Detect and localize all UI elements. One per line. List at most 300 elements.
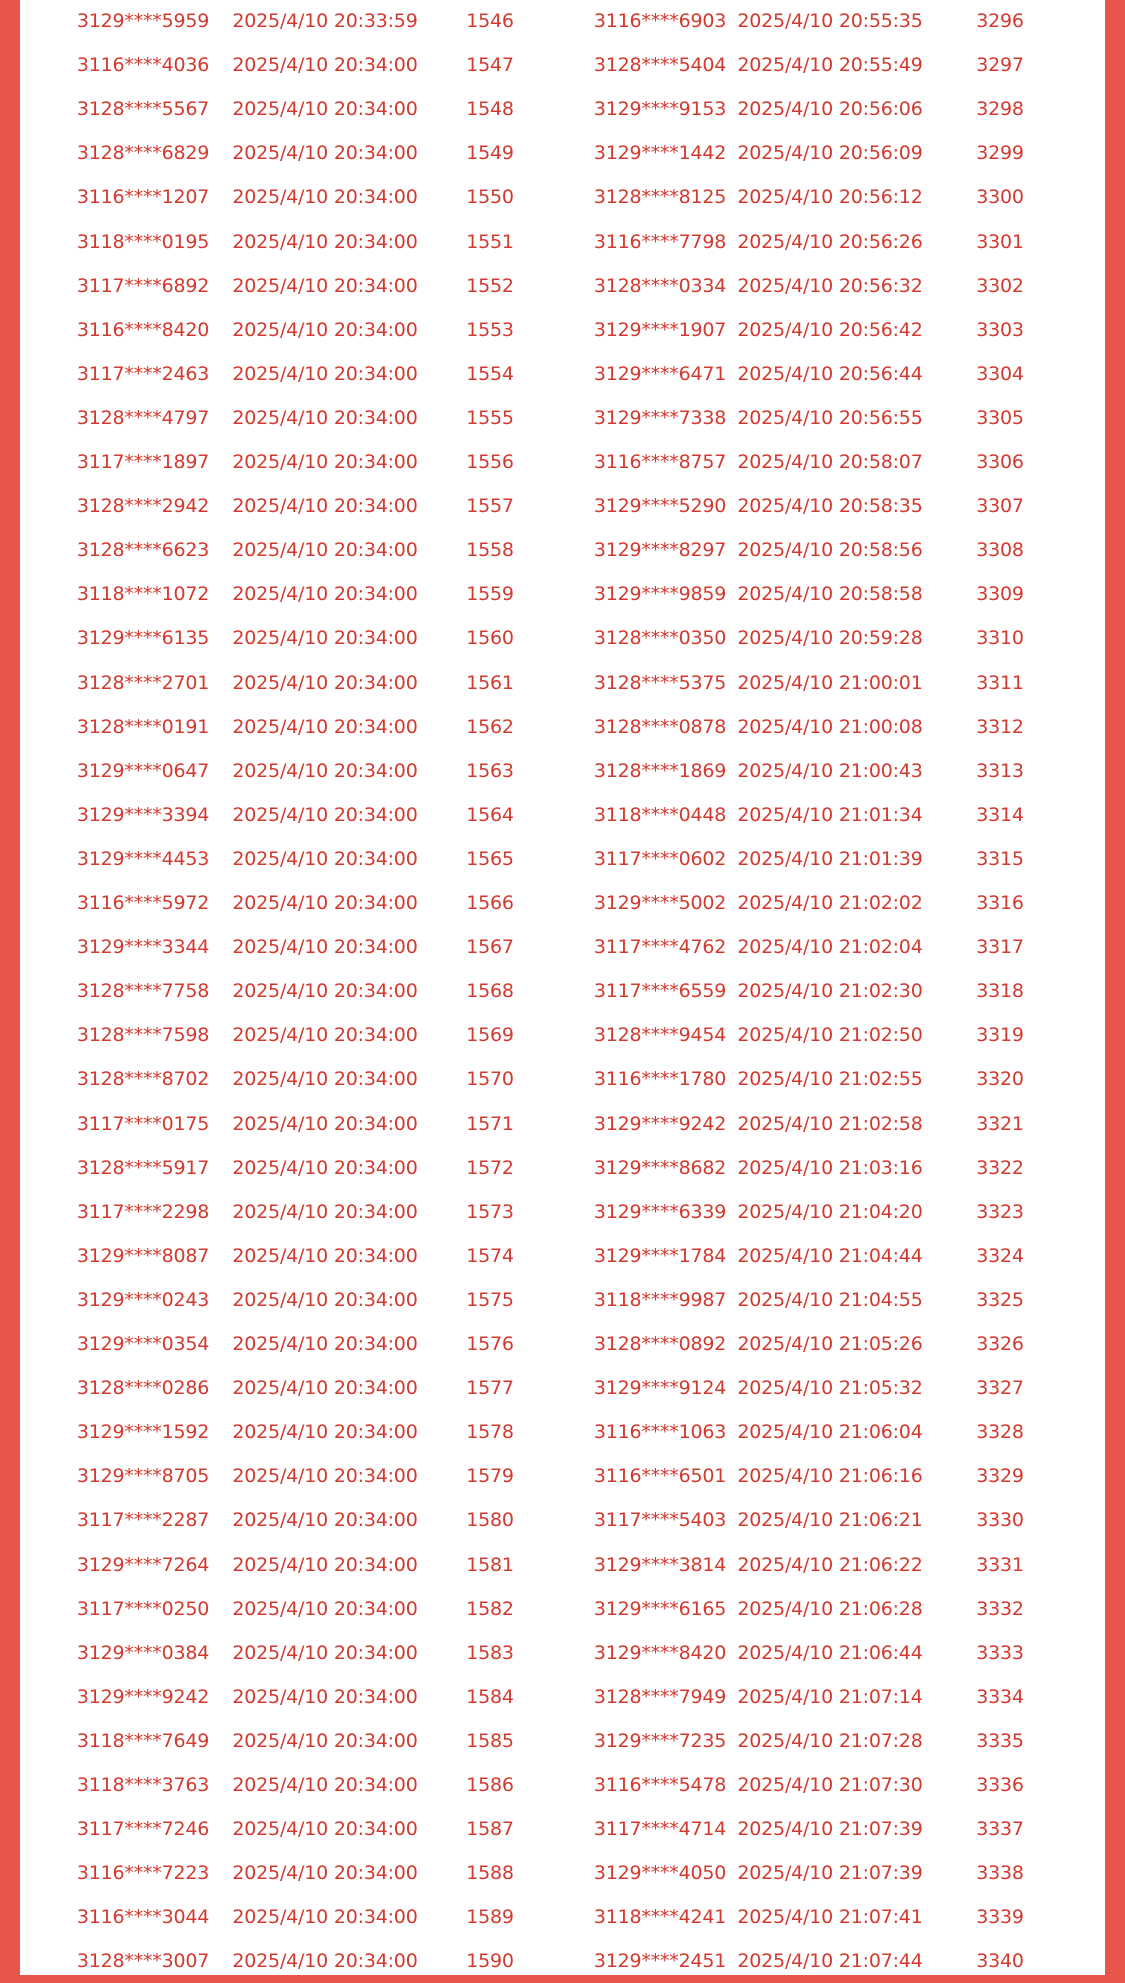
timestamp-left: 2025/4/10 20:34:00 — [232, 1156, 418, 1179]
rank-number-right: 3326 — [976, 1333, 1024, 1355]
rank-number-right: 3314 — [976, 803, 1024, 826]
rank-number-left: 1585 — [466, 1729, 514, 1752]
phone-number-left: 3118****7649 — [76, 1729, 210, 1752]
phone-number-right: 3129****1907 — [593, 318, 727, 341]
rank-number-right: 3325 — [976, 1288, 1024, 1311]
table-row — [20, 572, 1105, 616]
timestamp-right: 2025/4/10 21:06:28 — [737, 1597, 923, 1620]
phone-number-left: 3128****6623 — [76, 539, 210, 562]
timestamp-left: 2025/4/10 20:34:00 — [232, 406, 418, 429]
timestamp-left: 2025/4/10 20:34:00 — [232, 495, 418, 518]
timestamp-right: 2025/4/10 21:07:44 — [737, 1950, 923, 1973]
timestamp-right: 2025/4/10 21:00:43 — [737, 759, 923, 782]
phone-number-right: 3129****2451 — [593, 1950, 727, 1973]
table-row — [20, 1454, 1105, 1498]
table-row — [20, 661, 1105, 705]
rank-number-left: 1582 — [466, 1597, 514, 1620]
timestamp-left: 2025/4/10 20:34:00 — [232, 1288, 418, 1311]
timestamp-right: 2025/4/10 21:03:16 — [737, 1156, 923, 1179]
timestamp-right: 2025/4/10 20:56:42 — [737, 318, 923, 341]
rank-number-right: 3331 — [976, 1553, 1024, 1576]
phone-number-left: 3129****0647 — [76, 759, 210, 782]
timestamp-right: 2025/4/10 21:00:08 — [737, 715, 923, 738]
rank-number-right: 3317 — [976, 936, 1024, 959]
phone-number-right: 3129****9859 — [593, 583, 727, 606]
timestamp-right: 2025/4/10 20:58:35 — [737, 495, 923, 518]
table-row — [20, 1763, 1105, 1807]
timestamp-left: 2025/4/10 20:34:00 — [232, 715, 418, 738]
timestamp-right: 2025/4/10 21:06:04 — [737, 1421, 923, 1444]
phone-number-right: 3118****4241 — [593, 1906, 727, 1929]
rank-number-right: 3319 — [976, 1024, 1024, 1047]
table-row — [20, 484, 1105, 528]
timestamp-left: 2025/4/10 20:34:00 — [232, 1200, 418, 1223]
timestamp-right: 2025/4/10 21:06:21 — [737, 1509, 923, 1532]
table-row — [20, 87, 1105, 131]
rank-number-right: 3308 — [976, 539, 1024, 562]
timestamp-left: 2025/4/10 20:34:00 — [232, 1729, 418, 1752]
rank-number-left: 1560 — [466, 627, 514, 650]
rank-number-right: 3329 — [976, 1465, 1024, 1488]
phone-number-right: 3129****3814 — [593, 1553, 727, 1576]
rank-number-right: 3318 — [976, 980, 1024, 1003]
timestamp-right: 2025/4/10 21:05:32 — [737, 1377, 923, 1400]
table-row — [20, 396, 1105, 440]
phone-number-right: 3129****9242 — [593, 1112, 727, 1135]
phone-number-right: 3129****1442 — [593, 142, 727, 165]
timestamp-left: 2025/4/10 20:34:00 — [232, 1421, 418, 1444]
table-row — [20, 1102, 1105, 1146]
phone-number-right: 3116****8757 — [593, 451, 727, 473]
rank-number-right: 3323 — [976, 1200, 1024, 1223]
phone-number-left: 3128****6829 — [76, 142, 210, 165]
timestamp-right: 2025/4/10 20:56:55 — [737, 406, 923, 429]
table-row — [20, 1719, 1105, 1763]
phone-number-right: 3129****7338 — [593, 406, 727, 429]
phone-number-left: 3128****0286 — [76, 1377, 210, 1400]
rank-number-right: 3307 — [976, 495, 1024, 518]
rank-number-left: 1553 — [466, 318, 514, 341]
phone-number-right: 3129****8682 — [593, 1156, 727, 1179]
timestamp-right: 2025/4/10 21:06:44 — [737, 1641, 923, 1664]
phone-number-right: 3129****1784 — [593, 1244, 727, 1267]
phone-number-right: 3129****7235 — [593, 1729, 727, 1752]
rank-number-right: 3303 — [976, 318, 1024, 341]
phone-number-right: 3117****5403 — [593, 1509, 727, 1532]
phone-number-left: 3118****0195 — [76, 230, 210, 253]
rank-number-left: 1550 — [466, 186, 514, 209]
table-row — [20, 1675, 1105, 1719]
table-row — [20, 1895, 1105, 1939]
timestamp-right: 2025/4/10 21:01:34 — [737, 803, 923, 826]
rank-number-left: 1571 — [466, 1112, 514, 1135]
timestamp-right: 2025/4/10 21:05:26 — [737, 1333, 923, 1355]
rank-number-right: 3328 — [976, 1421, 1024, 1444]
timestamp-left: 2025/4/10 20:34:00 — [232, 1465, 418, 1488]
timestamp-left: 2025/4/10 20:34:00 — [232, 847, 418, 870]
rank-number-left: 1584 — [466, 1685, 514, 1708]
timestamp-right: 2025/4/10 20:56:32 — [737, 274, 923, 297]
phone-number-right: 3129****8420 — [593, 1641, 727, 1664]
table-row — [20, 1498, 1105, 1542]
rank-number-right: 3313 — [976, 759, 1024, 782]
phone-number-left: 3129****4453 — [76, 847, 210, 870]
phone-number-right: 3116****6501 — [593, 1465, 727, 1488]
rank-number-right: 3333 — [976, 1641, 1024, 1664]
rank-number-left: 1554 — [466, 362, 514, 385]
timestamp-left: 2025/4/10 20:34:00 — [232, 1818, 418, 1841]
table-row — [20, 881, 1105, 925]
phone-number-right: 3129****8297 — [593, 539, 727, 562]
phone-number-right: 3129****6165 — [593, 1597, 727, 1620]
phone-number-right: 3129****9124 — [593, 1377, 727, 1400]
phone-number-right: 3117****4714 — [593, 1818, 727, 1841]
rank-number-left: 1564 — [466, 803, 514, 826]
timestamp-left: 2025/4/10 20:34:00 — [232, 1906, 418, 1929]
rank-number-right: 3309 — [976, 583, 1024, 606]
rank-number-right: 3322 — [976, 1156, 1024, 1179]
rank-number-left: 1576 — [466, 1333, 514, 1355]
timestamp-left: 2025/4/10 20:34:00 — [232, 318, 418, 341]
phone-number-right: 3128****8125 — [593, 186, 727, 209]
timestamp-right: 2025/4/10 21:02:30 — [737, 980, 923, 1003]
rank-number-right: 3310 — [976, 627, 1024, 650]
phone-number-right: 3116****1780 — [593, 1068, 727, 1091]
rank-number-right: 3301 — [976, 230, 1024, 253]
phone-number-right: 3129****6339 — [593, 1200, 727, 1223]
timestamp-right: 2025/4/10 21:01:39 — [737, 847, 923, 870]
phone-number-left: 3117****1897 — [76, 451, 210, 473]
rank-number-left: 1581 — [466, 1553, 514, 1576]
table-row — [20, 1807, 1105, 1851]
phone-number-right: 3116****7798 — [593, 230, 727, 253]
phone-number-right: 3129****6471 — [593, 362, 727, 385]
rank-number-left: 1586 — [466, 1774, 514, 1796]
phone-number-left: 3128****2942 — [76, 495, 210, 518]
rank-number-left: 1547 — [466, 54, 514, 77]
table-row — [20, 1587, 1105, 1631]
timestamp-left: 2025/4/10 20:34:00 — [232, 1862, 418, 1885]
timestamp-right: 2025/4/10 21:06:22 — [737, 1553, 923, 1576]
table-row — [20, 1146, 1105, 1190]
phone-number-left: 3128****8702 — [76, 1068, 210, 1091]
phone-number-left: 3117****2463 — [76, 362, 210, 385]
timestamp-right: 2025/4/10 21:07:30 — [737, 1774, 923, 1796]
phone-number-right: 3128****5375 — [593, 671, 727, 694]
table-row — [20, 1939, 1105, 1983]
table-row — [20, 1543, 1105, 1587]
phone-number-right: 3128****1869 — [593, 759, 727, 782]
timestamp-left: 2025/4/10 20:34:00 — [232, 1685, 418, 1708]
timestamp-right: 2025/4/10 21:02:58 — [737, 1112, 923, 1135]
phone-number-right: 3128****5404 — [593, 54, 727, 77]
rank-number-right: 3337 — [976, 1818, 1024, 1841]
timestamp-left: 2025/4/10 20:34:00 — [232, 1553, 418, 1576]
phone-number-left: 3117****2298 — [76, 1200, 210, 1223]
table-row — [20, 1410, 1105, 1454]
timestamp-right: 2025/4/10 21:07:39 — [737, 1818, 923, 1841]
rank-number-left: 1569 — [466, 1024, 514, 1047]
phone-number-right: 3117****4762 — [593, 936, 727, 959]
rank-number-left: 1583 — [466, 1641, 514, 1664]
timestamp-right: 2025/4/10 20:58:07 — [737, 451, 923, 473]
rank-number-right: 3316 — [976, 892, 1024, 914]
rank-number-right: 3305 — [976, 406, 1024, 429]
timestamp-left: 2025/4/10 20:34:00 — [232, 936, 418, 959]
rank-number-left: 1579 — [466, 1465, 514, 1488]
timestamp-right: 2025/4/10 20:56:44 — [737, 362, 923, 385]
rank-number-left: 1562 — [466, 715, 514, 738]
phone-number-left: 3129****9242 — [76, 1685, 210, 1708]
table-row — [20, 131, 1105, 175]
rank-number-left: 1561 — [466, 671, 514, 694]
phone-number-right: 3118****0448 — [593, 803, 727, 826]
phone-number-left: 3117****2287 — [76, 1509, 210, 1532]
rank-number-left: 1580 — [466, 1509, 514, 1532]
rank-number-right: 3298 — [976, 98, 1024, 121]
phone-number-right: 3128****9454 — [593, 1024, 727, 1047]
rank-number-left: 1559 — [466, 583, 514, 606]
table-row — [20, 705, 1105, 749]
rank-number-left: 1557 — [466, 495, 514, 518]
table-row — [20, 43, 1105, 87]
table-row — [20, 1013, 1105, 1057]
phone-number-right: 3117****6559 — [593, 980, 727, 1003]
rank-number-left: 1590 — [466, 1950, 514, 1973]
phone-number-left: 3118****1072 — [76, 583, 210, 606]
timestamp-left: 2025/4/10 20:34:00 — [232, 362, 418, 385]
timestamp-right: 2025/4/10 20:55:49 — [737, 54, 923, 77]
table-row — [20, 1234, 1105, 1278]
timestamp-left: 2025/4/10 20:34:00 — [232, 1509, 418, 1532]
timestamp-left: 2025/4/10 20:34:00 — [232, 451, 418, 473]
rank-number-left: 1572 — [466, 1156, 514, 1179]
phone-number-left: 3129****3344 — [76, 936, 210, 959]
rank-number-left: 1565 — [466, 847, 514, 870]
phone-number-left: 3117****0250 — [76, 1597, 210, 1620]
phone-number-right: 3116****6903 — [593, 10, 727, 32]
rank-number-left: 1548 — [466, 98, 514, 121]
timestamp-right: 2025/4/10 20:56:09 — [737, 142, 923, 165]
rank-number-right: 3334 — [976, 1685, 1024, 1708]
phone-number-left: 3116****5972 — [76, 892, 210, 914]
phone-number-right: 3128****0892 — [593, 1333, 727, 1355]
timestamp-left: 2025/4/10 20:34:00 — [232, 803, 418, 826]
table-row — [20, 220, 1105, 264]
phone-number-left: 3116****1207 — [76, 186, 210, 209]
timestamp-left: 2025/4/10 20:34:00 — [232, 1333, 418, 1355]
timestamp-left: 2025/4/10 20:34:00 — [232, 539, 418, 562]
rank-number-left: 1555 — [466, 406, 514, 429]
table-row — [20, 749, 1105, 793]
table-row — [20, 528, 1105, 572]
timestamp-left: 2025/4/10 20:34:00 — [232, 1068, 418, 1091]
winners-list-sheet — [20, 0, 1105, 1975]
timestamp-left: 2025/4/10 20:34:00 — [232, 1950, 418, 1973]
table-row — [20, 352, 1105, 396]
timestamp-left: 2025/4/10 20:34:00 — [232, 186, 418, 209]
rank-number-left: 1556 — [466, 451, 514, 473]
phone-number-left: 3129****8087 — [76, 1244, 210, 1267]
table-row — [20, 1278, 1105, 1322]
phone-number-left: 3116****7223 — [76, 1862, 210, 1885]
phone-number-right: 3129****4050 — [593, 1862, 727, 1885]
table-row — [20, 264, 1105, 308]
rank-number-right: 3311 — [976, 671, 1024, 694]
rank-number-left: 1558 — [466, 539, 514, 562]
table-row — [20, 1322, 1105, 1366]
table-row — [20, 440, 1105, 484]
timestamp-right: 2025/4/10 21:02:02 — [737, 892, 923, 914]
phone-number-left: 3128****5567 — [76, 98, 210, 121]
timestamp-right: 2025/4/10 20:56:12 — [737, 186, 923, 209]
timestamp-right: 2025/4/10 21:07:14 — [737, 1685, 923, 1708]
rank-number-left: 1552 — [466, 274, 514, 297]
phone-number-left: 3129****0354 — [76, 1333, 210, 1355]
timestamp-left: 2025/4/10 20:34:00 — [232, 627, 418, 650]
rank-number-right: 3299 — [976, 142, 1024, 165]
rank-number-right: 3320 — [976, 1068, 1024, 1091]
phone-number-left: 3128****7758 — [76, 980, 210, 1003]
timestamp-right: 2025/4/10 21:00:01 — [737, 671, 923, 694]
timestamp-left: 2025/4/10 20:34:00 — [232, 1112, 418, 1135]
timestamp-right: 2025/4/10 20:56:26 — [737, 230, 923, 253]
rank-number-left: 1563 — [466, 759, 514, 782]
phone-number-left: 3129****0243 — [76, 1288, 210, 1311]
rank-number-right: 3297 — [976, 54, 1024, 77]
rank-number-left: 1587 — [466, 1818, 514, 1841]
rank-number-right: 3336 — [976, 1774, 1024, 1796]
timestamp-left: 2025/4/10 20:33:59 — [232, 10, 418, 32]
rank-number-left: 1577 — [466, 1377, 514, 1400]
phone-number-left: 3128****3007 — [76, 1950, 210, 1973]
rank-number-left: 1551 — [466, 230, 514, 253]
timestamp-left: 2025/4/10 20:34:00 — [232, 230, 418, 253]
rank-number-right: 3332 — [976, 1597, 1024, 1620]
phone-number-left: 3128****0191 — [76, 715, 210, 738]
phone-number-right: 3129****9153 — [593, 98, 727, 121]
timestamp-left: 2025/4/10 20:34:00 — [232, 892, 418, 914]
phone-number-right: 3128****0350 — [593, 627, 727, 650]
table-row — [20, 793, 1105, 837]
rank-number-right: 3302 — [976, 274, 1024, 297]
timestamp-right: 2025/4/10 20:56:06 — [737, 98, 923, 121]
timestamp-right: 2025/4/10 21:04:20 — [737, 1200, 923, 1223]
phone-number-left: 3117****7246 — [76, 1818, 210, 1841]
rank-number-left: 1589 — [466, 1906, 514, 1929]
timestamp-left: 2025/4/10 20:34:00 — [232, 1597, 418, 1620]
phone-number-right: 3129****5290 — [593, 495, 727, 518]
phone-number-right: 3117****0602 — [593, 847, 727, 870]
phone-number-left: 3117****0175 — [76, 1112, 210, 1135]
phone-number-left: 3129****1592 — [76, 1421, 210, 1444]
table-row — [20, 616, 1105, 660]
table-row — [20, 175, 1105, 219]
timestamp-left: 2025/4/10 20:34:00 — [232, 1774, 418, 1796]
rank-number-right: 3327 — [976, 1377, 1024, 1400]
timestamp-left: 2025/4/10 20:34:00 — [232, 142, 418, 165]
table-row — [20, 1366, 1105, 1410]
phone-number-left: 3116****3044 — [76, 1906, 210, 1929]
phone-number-right: 3128****7949 — [593, 1685, 727, 1708]
rank-number-left: 1567 — [466, 936, 514, 959]
rank-number-right: 3324 — [976, 1244, 1024, 1267]
timestamp-left: 2025/4/10 20:34:00 — [232, 1377, 418, 1400]
timestamp-right: 2025/4/10 21:04:55 — [737, 1288, 923, 1311]
rank-number-right: 3338 — [976, 1862, 1024, 1885]
table-row — [20, 0, 1105, 43]
table-row — [20, 837, 1105, 881]
phone-number-left: 3129****7264 — [76, 1553, 210, 1576]
table-row — [20, 1631, 1105, 1675]
phone-number-left: 3129****8705 — [76, 1465, 210, 1488]
rank-number-right: 3315 — [976, 847, 1024, 870]
rank-number-right: 3296 — [976, 10, 1024, 32]
timestamp-left: 2025/4/10 20:34:00 — [232, 980, 418, 1003]
rank-number-left: 1549 — [466, 142, 514, 165]
timestamp-left: 2025/4/10 20:34:00 — [232, 1024, 418, 1047]
rank-number-right: 3300 — [976, 186, 1024, 209]
timestamp-left: 2025/4/10 20:34:00 — [232, 1641, 418, 1664]
timestamp-right: 2025/4/10 21:04:44 — [737, 1244, 923, 1267]
timestamp-left: 2025/4/10 20:34:00 — [232, 274, 418, 297]
phone-number-right: 3128****0334 — [593, 274, 727, 297]
phone-number-right: 3118****9987 — [593, 1288, 727, 1311]
phone-number-right: 3128****0878 — [593, 715, 727, 738]
rank-number-right: 3340 — [976, 1950, 1024, 1973]
phone-number-left: 3128****7598 — [76, 1024, 210, 1047]
phone-number-left: 3128****2701 — [76, 671, 210, 694]
timestamp-right: 2025/4/10 20:59:28 — [737, 627, 923, 650]
phone-number-left: 3118****3763 — [76, 1774, 210, 1796]
phone-number-left: 3129****6135 — [76, 627, 210, 650]
timestamp-left: 2025/4/10 20:34:00 — [232, 583, 418, 606]
phone-number-right: 3116****1063 — [593, 1421, 727, 1444]
table-row — [20, 969, 1105, 1013]
rank-number-left: 1573 — [466, 1200, 514, 1223]
phone-number-left: 3128****5917 — [76, 1156, 210, 1179]
rank-number-left: 1568 — [466, 980, 514, 1003]
timestamp-right: 2025/4/10 20:58:56 — [737, 539, 923, 562]
timestamp-left: 2025/4/10 20:34:00 — [232, 759, 418, 782]
rank-number-right: 3312 — [976, 715, 1024, 738]
timestamp-right: 2025/4/10 21:07:41 — [737, 1906, 923, 1929]
timestamp-right: 2025/4/10 20:58:58 — [737, 583, 923, 606]
timestamp-left: 2025/4/10 20:34:00 — [232, 54, 418, 77]
timestamp-left: 2025/4/10 20:34:00 — [232, 671, 418, 694]
phone-number-right: 3129****5002 — [593, 892, 727, 914]
timestamp-right: 2025/4/10 21:07:39 — [737, 1862, 923, 1885]
timestamp-right: 2025/4/10 21:02:04 — [737, 936, 923, 959]
table-row — [20, 1190, 1105, 1234]
timestamp-right: 2025/4/10 21:06:16 — [737, 1465, 923, 1488]
phone-number-left: 3116****8420 — [76, 318, 210, 341]
rank-number-right: 3306 — [976, 451, 1024, 473]
phone-number-left: 3116****4036 — [76, 54, 210, 77]
table-row — [20, 308, 1105, 352]
timestamp-left: 2025/4/10 20:34:00 — [232, 98, 418, 121]
rank-number-left: 1566 — [466, 892, 514, 914]
rank-number-left: 1588 — [466, 1862, 514, 1885]
rank-number-left: 1546 — [466, 10, 514, 32]
timestamp-right: 2025/4/10 20:55:35 — [737, 10, 923, 32]
rank-number-right: 3304 — [976, 362, 1024, 385]
timestamp-right: 2025/4/10 21:02:55 — [737, 1068, 923, 1091]
rank-number-right: 3330 — [976, 1509, 1024, 1532]
phone-number-left: 3128****4797 — [76, 406, 210, 429]
rank-number-left: 1574 — [466, 1244, 514, 1267]
timestamp-left: 2025/4/10 20:34:00 — [232, 1244, 418, 1267]
